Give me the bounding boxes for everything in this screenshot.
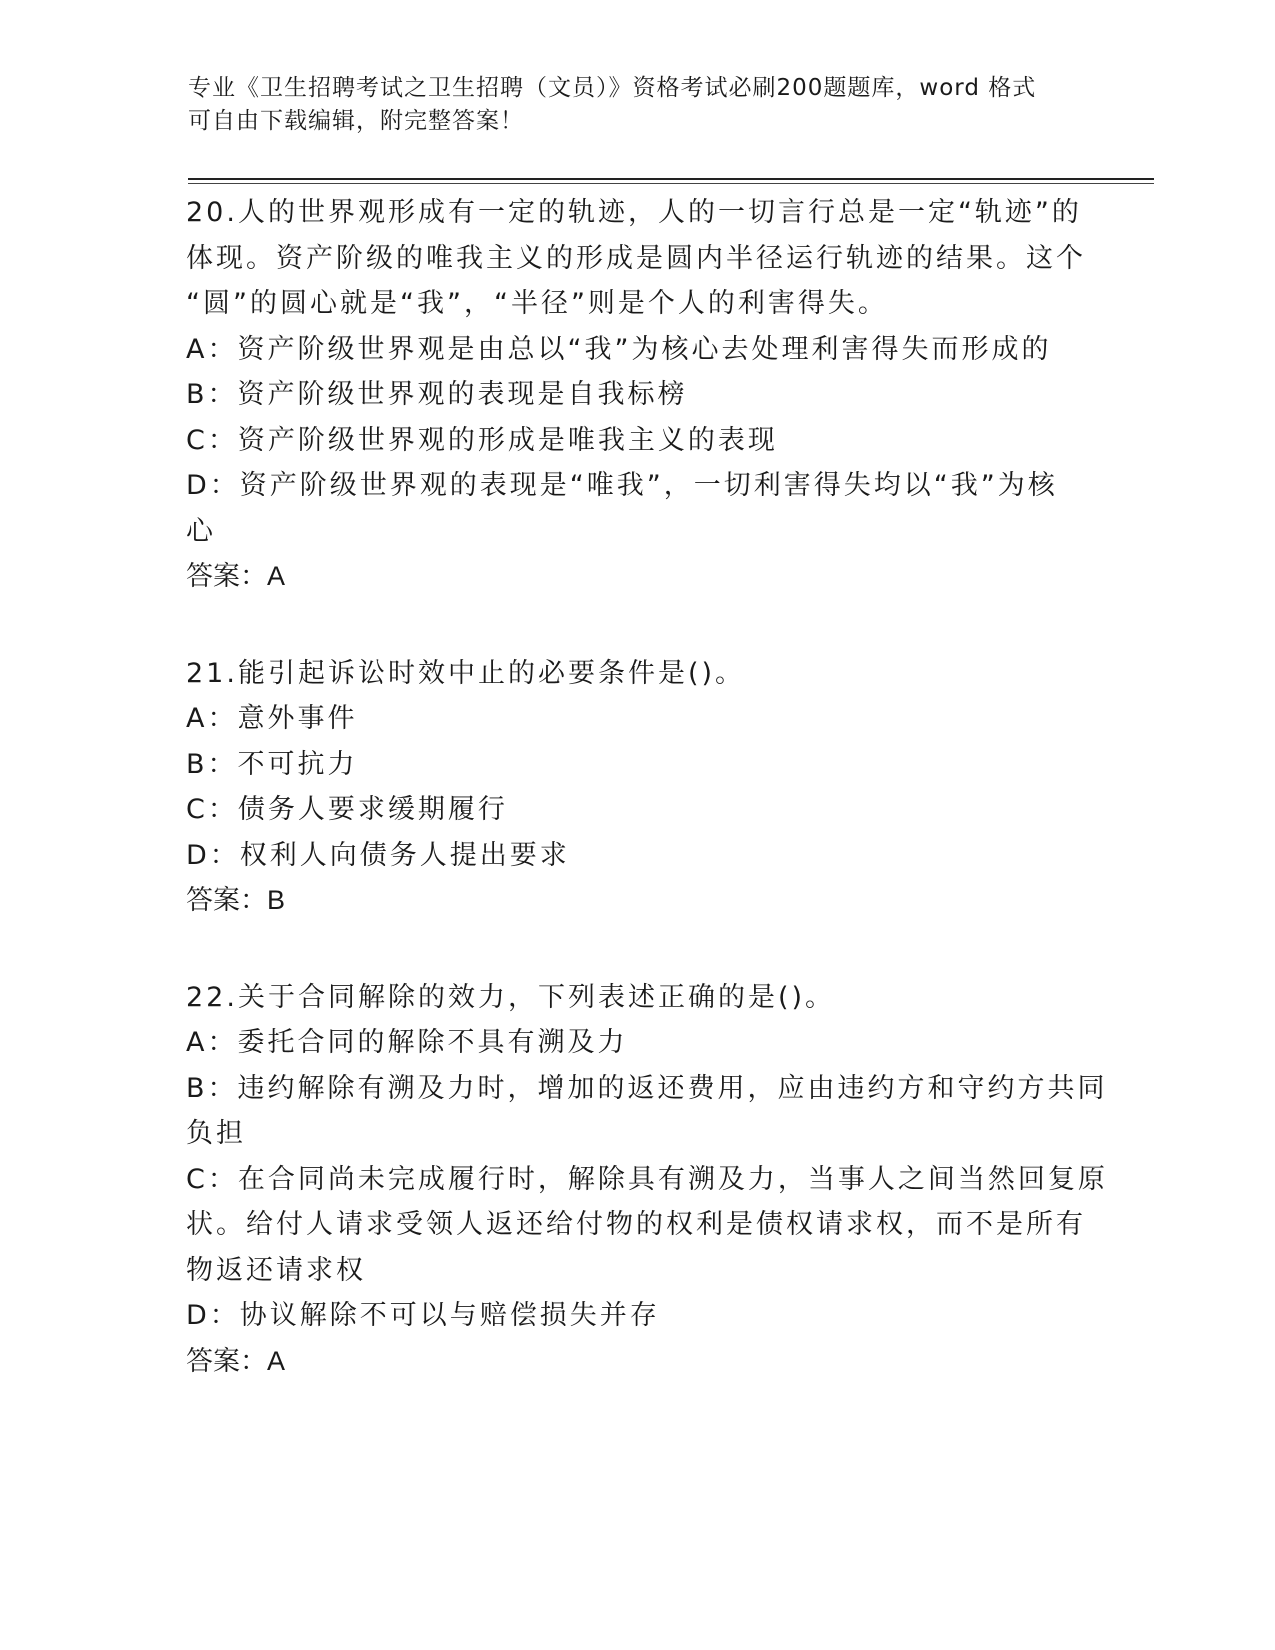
question-stem-line: “圆”的圆心就是“我”，“半径”则是个人的利害得失。	[186, 288, 888, 319]
question-list	[186, 190, 1108, 1435]
option-c: C：债务人要求缓期履行	[186, 794, 508, 825]
option-a: A：意外事件	[186, 703, 358, 734]
option-c: C：在合同尚未完成履行时，解除具有溯及力，当事人之间当然回复原	[186, 1163, 1108, 1195]
header-divider-thick	[188, 178, 1154, 180]
option-a: A：委托合同的解除不具有溯及力	[186, 1027, 628, 1058]
option-d-continued: 心	[186, 515, 216, 547]
option-d: D：协议解除不可以与赔偿损失并存	[186, 1300, 660, 1331]
question-stem-line: 22.关于合同解除的效力，下列表述正确的是()。	[186, 981, 836, 1013]
question-stem-line: 20.人的世界观形成有一定的轨迹，人的一切言行总是一定“轨迹”的	[186, 197, 1082, 228]
option-d: D：权利人向债务人提出要求	[186, 839, 570, 871]
answer-label: 答案：A	[186, 1345, 286, 1376]
option-c-continued: 物返还请求权	[186, 1254, 366, 1286]
header-divider-thin	[188, 183, 1154, 184]
option-c: C：资产阶级世界观的形成是唯我主义的表现	[186, 424, 778, 456]
header-title-line-2: 可自由下载编辑，附完整答案！	[188, 108, 524, 134]
option-c-continued: 状。给付人请求受领人返还给付物的权利是债权请求权，而不是所有	[186, 1209, 1086, 1240]
question-22	[186, 975, 1108, 1385]
option-b: B：不可抗力	[186, 748, 358, 780]
answer-label: 答案：B	[186, 885, 286, 915]
answer-label: 答案：A	[186, 561, 286, 591]
option-a: A：资产阶级世界观是由总以“我”为核心去处理利害得失而形成的	[186, 333, 1052, 365]
option-d: D：资产阶级世界观的表现是“唯我”，一切利害得失均以“我”为核	[186, 470, 1058, 501]
question-20	[186, 190, 1086, 600]
option-b-continued: 负担	[186, 1118, 246, 1149]
question-stem-line: 21.能引起诉讼时效中止的必要条件是()。	[186, 657, 746, 689]
header-title-line-1: 专业《卫生招聘考试之卫生招聘（文员）》资格考试必刷200题题库，word 格式	[188, 75, 1037, 101]
question-21	[186, 651, 1086, 924]
option-b: B：资产阶级世界观的表现是自我标榜	[186, 379, 688, 410]
question-stem-line: 体现。资产阶级的唯我主义的形成是圆内半径运行轨迹的结果。这个	[186, 242, 1086, 274]
document-header	[188, 72, 1088, 138]
option-b: B：违约解除有溯及力时，增加的返还费用，应由违约方和守约方共同	[186, 1072, 1108, 1104]
